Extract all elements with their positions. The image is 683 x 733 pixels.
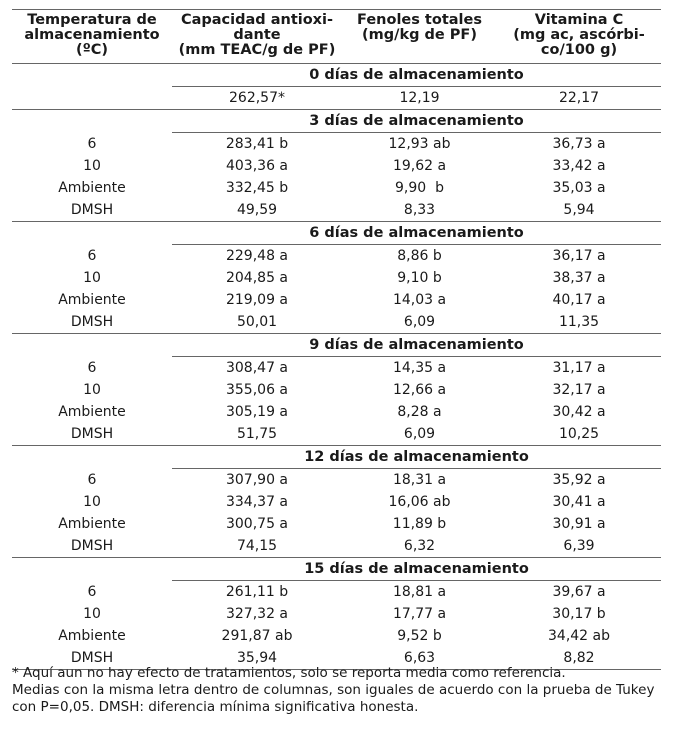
- table-cell: 35,03 a: [552, 180, 606, 196]
- table-cell: 30,42 a: [552, 404, 606, 420]
- table-cell: Ambiente: [58, 516, 126, 532]
- table-notes: [12, 665, 672, 716]
- table-cell: 51,75: [172, 423, 342, 446]
- table-cell: 261,11 b: [225, 584, 289, 600]
- table-cell: 30,17 b: [552, 606, 606, 622]
- section-title: 15 días de almacenamiento: [172, 558, 661, 581]
- table-cell: 6,32: [342, 535, 497, 558]
- empty-cell: [12, 222, 172, 245]
- table-cell: 31,17 a: [552, 360, 606, 376]
- section-title-row: [12, 64, 661, 87]
- table-cell: 219,09 a: [225, 292, 288, 308]
- header-line: Vitamina C: [534, 12, 624, 28]
- col-header-phenols: [342, 10, 497, 64]
- table-cell: DMSH: [12, 647, 172, 670]
- empty-cell: [12, 110, 172, 133]
- table-row: [12, 357, 661, 380]
- table-cell: 11,89 b: [392, 516, 447, 532]
- empty-cell: [12, 334, 172, 357]
- table-cell: 30,91 a: [552, 516, 606, 532]
- table-cell: 6: [87, 583, 97, 600]
- table-row: [12, 491, 661, 513]
- table-cell: 5,94: [497, 199, 661, 222]
- table-cell: 291,87 ab: [221, 628, 293, 644]
- table-cell: 6: [87, 247, 97, 264]
- table-cell: 6,09: [342, 311, 497, 334]
- section-title: 12 días de almacenamiento: [172, 446, 661, 469]
- section-title-row: [12, 446, 661, 469]
- section-title-row: [12, 110, 661, 133]
- table-cell: 283,41 b: [225, 136, 289, 152]
- section-title: 9 días de almacenamiento: [172, 334, 661, 357]
- table-cell: 39,67 a: [552, 584, 606, 600]
- table-cell: 34,42 ab: [548, 628, 610, 644]
- table-cell: 6,39: [497, 535, 661, 558]
- header-line: (mg ac, ascórbi-: [513, 27, 645, 43]
- section-title: 3 días de almacenamiento: [172, 110, 661, 133]
- table-cell: 16,06 ab: [388, 494, 451, 510]
- table-cell: 10: [83, 382, 101, 398]
- table-cell: 9,10 b: [397, 270, 442, 286]
- table-cell: 11,35: [497, 311, 661, 334]
- table-cell: 332,45 b: [225, 180, 289, 196]
- table-cell: 12,66 a: [392, 382, 447, 398]
- table-cell: 6: [87, 471, 97, 488]
- header-line: (ºC): [75, 42, 109, 58]
- col-header-antioxidant: [172, 10, 342, 64]
- header-line: Fenoles totales: [357, 12, 482, 28]
- table-cell: 8,28 a: [397, 404, 442, 420]
- table-row: [12, 87, 661, 110]
- table-cell: Ambiente: [58, 180, 126, 196]
- note-asterisk: * Aquí aun no hay efecto de tratamientos, solo se reporta media como referencia.: [12, 665, 566, 681]
- section-title: 6 días de almacenamiento: [172, 222, 661, 245]
- table-cell: 18,81 a: [392, 584, 447, 600]
- table-cell: 14,35 a: [392, 360, 447, 376]
- dmsh-row: [12, 423, 661, 446]
- table-cell: 32,17 a: [552, 382, 606, 398]
- empty-cell: [12, 558, 172, 581]
- note-tukey: Medias con la misma letra dentro de columnas, son iguales de acuerdo con la prueba de Tukey con P=0,05. DMSH: diferencia mínima significativa honesta.: [12, 682, 655, 715]
- table-row: [12, 581, 661, 604]
- table-cell: 327,32 a: [225, 606, 288, 622]
- table-cell: 14,03 a: [392, 292, 447, 308]
- data-table: [12, 9, 661, 670]
- header-line: dante: [233, 27, 281, 43]
- empty-cell: [12, 446, 172, 469]
- table-row: [12, 289, 661, 311]
- table-cell: 8,33: [342, 199, 497, 222]
- table-cell: 403,36 a: [225, 158, 288, 174]
- table-cell: 40,17 a: [552, 292, 606, 308]
- table-cell: DMSH: [12, 535, 172, 558]
- table-row: [12, 603, 661, 625]
- table-cell: 262,57*: [172, 87, 342, 110]
- table-cell: 334,37 a: [225, 494, 288, 510]
- section-title: 0 días de almacenamiento: [172, 64, 661, 87]
- table-cell: 10,25: [497, 423, 661, 446]
- table-row: [12, 625, 661, 647]
- table-row: [12, 513, 661, 535]
- table-cell: 35,94: [172, 647, 342, 670]
- table-cell: 18,31 a: [392, 472, 447, 488]
- table-row: [12, 177, 661, 199]
- table-row: [12, 133, 661, 156]
- table-cell: 6,63: [342, 647, 497, 670]
- header-line: almacenamiento: [24, 27, 160, 43]
- table-cell: 36,17 a: [552, 248, 606, 264]
- table-cell: 50,01: [172, 311, 342, 334]
- table-cell: 307,90 a: [225, 472, 288, 488]
- table-row: [12, 379, 661, 401]
- table-cell: [12, 87, 172, 110]
- header-line: (mm TEAC/g de PF): [178, 42, 336, 58]
- table-cell: 6: [87, 359, 97, 376]
- table-cell: 8,86 b: [397, 248, 442, 264]
- table-header-row: [12, 10, 661, 64]
- table-cell: 9,52 b: [397, 628, 442, 644]
- table-cell: 229,48 a: [225, 248, 288, 264]
- col-header-vitamin-c: [497, 10, 661, 64]
- table-cell: 6,09: [342, 423, 497, 446]
- table-row: [12, 155, 661, 177]
- table-cell: 300,75 a: [225, 516, 288, 532]
- table-cell: 35,92 a: [552, 472, 606, 488]
- table-cell: Ambiente: [58, 628, 126, 644]
- header-line: Capacidad antioxi-: [180, 12, 334, 28]
- table-cell: 49,59: [172, 199, 342, 222]
- section-title-row: [12, 558, 661, 581]
- table-cell: 308,47 a: [225, 360, 288, 376]
- table-cell: 8,82: [497, 647, 661, 670]
- table-cell: 10: [83, 158, 101, 174]
- table-row: [12, 267, 661, 289]
- table-row: [12, 469, 661, 492]
- table-cell: 17,77 a: [392, 606, 447, 622]
- col-header-temperature: [12, 10, 172, 64]
- table-cell: 6: [87, 135, 97, 152]
- table-cell: DMSH: [12, 311, 172, 334]
- dmsh-row: [12, 311, 661, 334]
- section-title-row: [12, 222, 661, 245]
- table-cell: DMSH: [12, 199, 172, 222]
- header-line: co/100 g): [540, 42, 618, 58]
- table-row: [12, 401, 661, 423]
- header-line: Temperatura de: [27, 12, 157, 28]
- table-cell: 74,15: [172, 535, 342, 558]
- empty-cell: [12, 64, 172, 87]
- header-line: (mg/kg de PF): [362, 27, 477, 43]
- table-cell: 30,41 a: [552, 494, 606, 510]
- table-cell: 12,19: [342, 87, 497, 110]
- table-cell: 22,17: [497, 87, 661, 110]
- table-cell: 10: [83, 606, 101, 622]
- table-row: [12, 245, 661, 268]
- table-cell: 10: [83, 494, 101, 510]
- dmsh-row: [12, 199, 661, 222]
- section-title-row: [12, 334, 661, 357]
- table-cell: 355,06 a: [225, 382, 288, 398]
- table-cell: 19,62 a: [392, 158, 447, 174]
- table-cell: 10: [83, 270, 101, 286]
- table-cell: 305,19 a: [225, 404, 288, 420]
- table-cell: 36,73 a: [552, 136, 606, 152]
- table-cell: 38,37 a: [552, 270, 606, 286]
- dmsh-row: [12, 535, 661, 558]
- table-cell: 33,42 a: [552, 158, 606, 174]
- table-cell: Ambiente: [58, 404, 126, 420]
- table-cell: Ambiente: [58, 292, 126, 308]
- table-cell: 12,93 ab: [388, 136, 451, 152]
- table-cell: DMSH: [12, 423, 172, 446]
- table-cell: 204,85 a: [225, 270, 288, 286]
- table-cell: 9,90 b: [395, 180, 444, 196]
